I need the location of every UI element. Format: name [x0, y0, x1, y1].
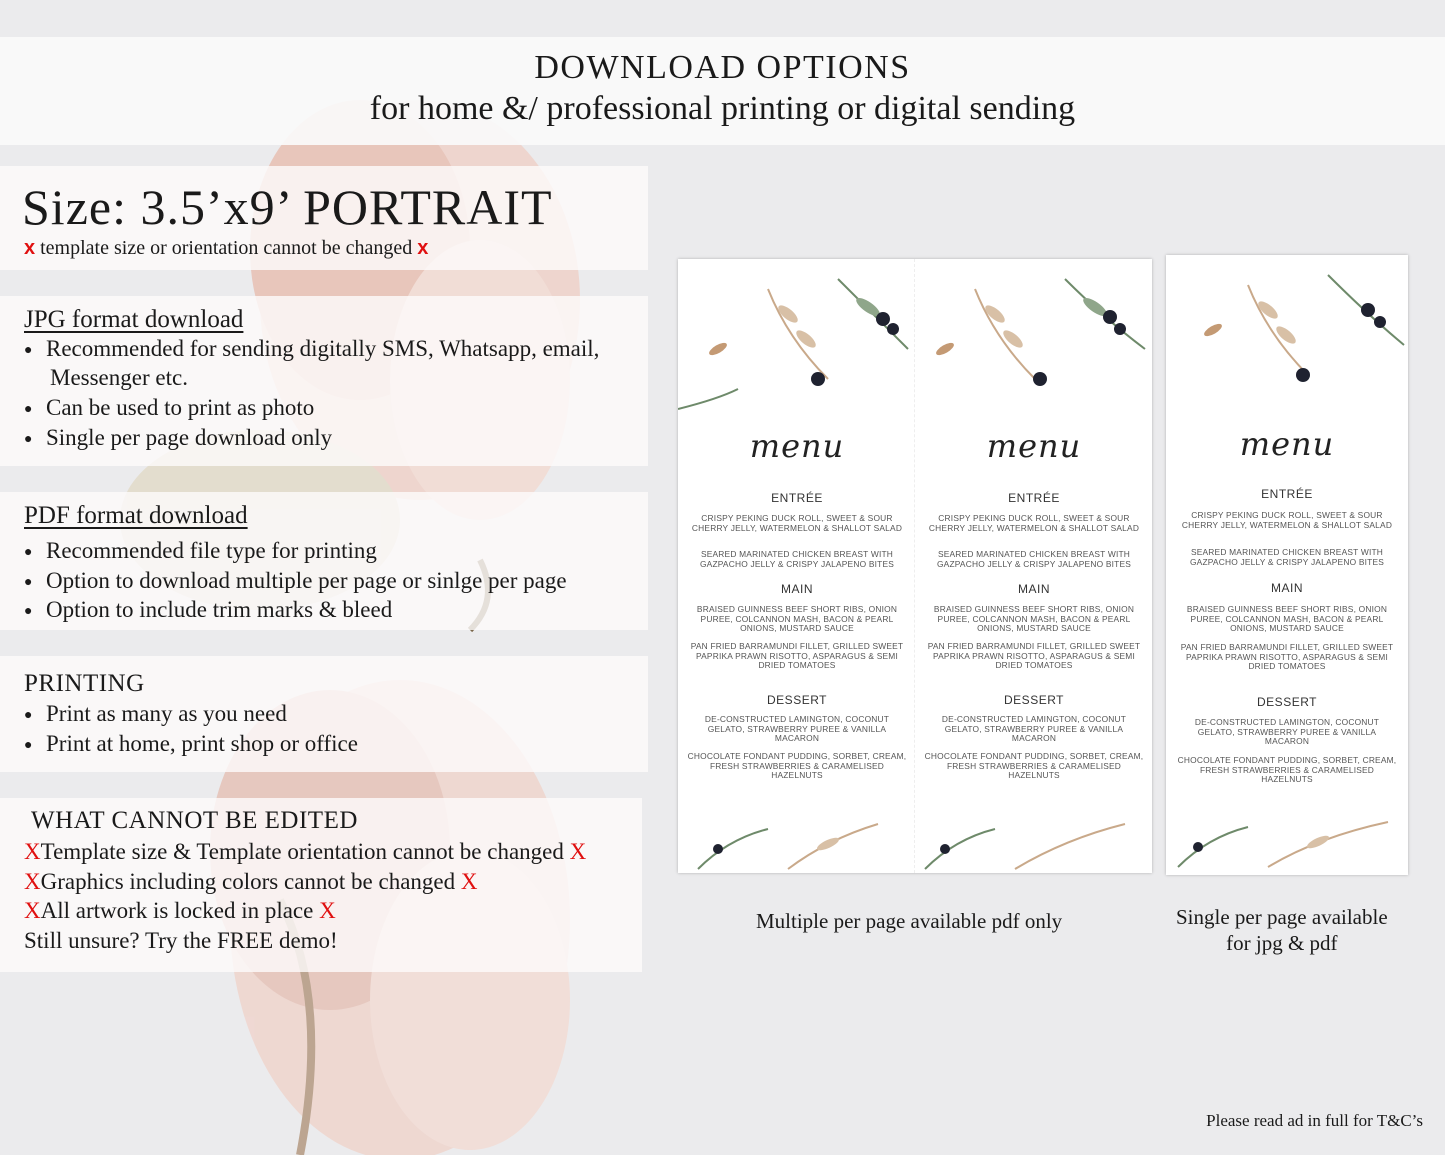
x-mark-icon: X	[24, 839, 41, 864]
header-subtitle: for home &/ professional printing or digital sending	[369, 90, 1076, 128]
dish-text: DE-CONSTRUCTED LAMINGTON, COCONUT GELATO, STRAWBERRY PUREE & VANILLA MACARON	[704, 714, 890, 744]
menu-script-title: menu	[749, 427, 845, 465]
course-heading: ENTRÉE	[1008, 491, 1060, 505]
dish-text: BRAISED GUINNESS BEEF SHORT RIBS, ONION PUREE, COLCANNON MASH, BACON & PEARL ONIONS, MUSTARD SAUCE	[933, 604, 1135, 634]
dish-text: CHOCOLATE FONDANT PUDDING, SORBET, CREAM, FRESH STRAWBERRIES & CARAMELISED HAZELNUTS	[687, 751, 907, 781]
cannot-edit-line: XAll artwork is locked in place X	[24, 898, 336, 923]
caption-multiple: Multiple per page available pdf only	[756, 909, 1063, 933]
footer-note: Please read ad in full for T&C’s	[1206, 1111, 1423, 1130]
menu-preview-multiple	[678, 259, 1152, 873]
jpg-title: JPG format download	[24, 306, 244, 333]
menu-script-title: menu	[986, 427, 1082, 465]
size-note-text: template size or orientation cannot be changed	[40, 237, 413, 259]
course-heading: MAIN	[781, 582, 813, 596]
course-heading: ENTRÉE	[771, 491, 823, 505]
bullet-icon: ●	[24, 342, 33, 358]
dish-text: PAN FRIED BARRAMUNDI FILLET, GRILLED SWEET PAPRIKA PRAWN RISOTTO, ASPARAGUS & SEMI DRIED TOMATOES	[927, 641, 1141, 671]
olive-leaf-decoration	[678, 259, 916, 419]
jpg-bullet-continued: Messenger etc.	[50, 365, 188, 390]
jpg-bullet: ● Can be used to print as photo	[24, 395, 315, 420]
x-mark-icon: X	[24, 869, 41, 894]
dish-text: CRISPY PEKING DUCK ROLL, SWEET & SOUR CHERRY JELLY, WATERMELON & SHALLOT SALAD	[691, 513, 903, 533]
dish-text: SEARED MARINATED CHICKEN BREAST WITH GAZPACHO JELLY & CRISPY JALAPENO BITES	[936, 549, 1132, 569]
cannot-edit-panel	[0, 798, 642, 972]
pdf-panel	[0, 492, 648, 630]
jpg-bullet: ● Recommended for sending digitally SMS, Whatsapp, email,	[24, 336, 600, 361]
course-heading: DESSERT	[1004, 693, 1064, 707]
cannot-edit-title: WHAT CANNOT BE EDITED	[31, 807, 358, 834]
header-title: DOWNLOAD OPTIONS	[534, 49, 911, 86]
pdf-title: PDF format download	[24, 502, 248, 529]
menu-copy-right	[914, 259, 1152, 873]
dish-text: DE-CONSTRUCTED LAMINGTON, COCONUT GELATO, STRAWBERRY PUREE & VANILLA MACARON	[941, 714, 1127, 744]
printing-title: PRINTING	[24, 670, 145, 697]
course-heading: ENTRÉE	[1261, 487, 1313, 501]
bullet-icon: ●	[24, 574, 33, 590]
caption-single	[1176, 904, 1388, 957]
menu-script-title: menu	[1239, 425, 1335, 463]
menu-copy-left	[678, 259, 916, 873]
bullet-icon: ●	[24, 401, 33, 417]
dish-text: CHOCOLATE FONDANT PUDDING, SORBET, CREAM, FRESH STRAWBERRIES & CARAMELISED HAZELNUTS	[924, 751, 1144, 781]
size-title: Size: 3.5’x9’ PORTRAIT	[22, 179, 553, 235]
caption-single-line: for jpg & pdf	[1226, 931, 1338, 956]
course-heading: DESSERT	[1257, 695, 1317, 709]
dish-text: BRAISED GUINNESS BEEF SHORT RIBS, ONION PUREE, COLCANNON MASH, BACON & PEARL ONIONS, MUSTARD SAUCE	[1186, 604, 1388, 634]
dish-text: DE-CONSTRUCTED LAMINGTON, COCONUT GELATO, STRAWBERRY PUREE & VANILLA MACARON	[1194, 717, 1380, 747]
cannot-edit-line: XTemplate size & Template orientation cannot be changed X	[24, 839, 587, 864]
cannot-edit-line: XGraphics including colors cannot be changed X	[24, 869, 478, 894]
olive-leaf-decoration	[678, 819, 916, 873]
dish-text: SEARED MARINATED CHICKEN BREAST WITH GAZPACHO JELLY & CRISPY JALAPENO BITES	[699, 549, 895, 569]
printing-bullet: ● Print as many as you need	[24, 701, 287, 726]
dish-text: PAN FRIED BARRAMUNDI FILLET, GRILLED SWEET PAPRIKA PRAWN RISOTTO, ASPARAGUS & SEMI DRIED TOMATOES	[1180, 642, 1394, 672]
x-mark-icon: X	[319, 898, 336, 923]
bullet-icon: ●	[24, 603, 33, 619]
bullet-icon: ●	[24, 737, 33, 753]
jpg-panel	[0, 296, 648, 466]
olive-leaf-decoration	[915, 819, 1152, 873]
size-note	[24, 237, 428, 260]
printing-bullet: ● Print at home, print shop or office	[24, 731, 358, 756]
dish-text: PAN FRIED BARRAMUNDI FILLET, GRILLED SWEET PAPRIKA PRAWN RISOTTO, ASPARAGUS & SEMI DRIED TOMATOES	[690, 641, 904, 671]
header-banner	[0, 37, 1445, 145]
pdf-bullet: ● Option to include trim marks & bleed	[24, 597, 393, 622]
menu-preview-single	[1166, 255, 1408, 875]
course-heading: DESSERT	[767, 693, 827, 707]
x-mark-icon: X	[24, 898, 41, 923]
menu-copy-single	[1168, 255, 1406, 875]
x-mark-icon: x	[24, 237, 36, 259]
dish-text: CRISPY PEKING DUCK ROLL, SWEET & SOUR CHERRY JELLY, WATERMELON & SHALLOT SALAD	[1181, 510, 1393, 530]
pdf-bullet: ● Option to download multiple per page or sinlge per page	[24, 568, 567, 593]
olive-leaf-decoration	[915, 259, 1152, 419]
pdf-bullet: ● Recommended file type for printing	[24, 538, 377, 563]
dish-text: BRAISED GUINNESS BEEF SHORT RIBS, ONION PUREE, COLCANNON MASH, BACON & PEARL ONIONS, MUSTARD SAUCE	[696, 604, 898, 634]
course-heading: MAIN	[1271, 581, 1303, 595]
size-panel	[0, 166, 648, 270]
course-heading: MAIN	[1018, 582, 1050, 596]
bullet-icon: ●	[24, 431, 33, 447]
x-mark-icon: X	[569, 839, 587, 864]
bullet-icon: ●	[24, 544, 33, 560]
dish-text: CHOCOLATE FONDANT PUDDING, SORBET, CREAM, FRESH STRAWBERRIES & CARAMELISED HAZELNUTS	[1177, 755, 1397, 785]
dish-text: SEARED MARINATED CHICKEN BREAST WITH GAZPACHO JELLY & CRISPY JALAPENO BITES	[1189, 547, 1385, 567]
printing-panel	[0, 656, 648, 772]
dish-text: CRISPY PEKING DUCK ROLL, SWEET & SOUR CHERRY JELLY, WATERMELON & SHALLOT SALAD	[928, 513, 1140, 533]
demo-line: Still unsure? Try the FREE demo!	[24, 928, 338, 953]
bullet-icon: ●	[24, 707, 33, 723]
x-mark-icon: x	[417, 237, 429, 259]
x-mark-icon: X	[460, 869, 478, 894]
caption-single-line: Single per page available	[1176, 905, 1388, 929]
jpg-bullet: ● Single per page download only	[24, 425, 333, 450]
olive-leaf-decoration	[1168, 817, 1406, 875]
olive-leaf-decoration	[1168, 255, 1406, 415]
